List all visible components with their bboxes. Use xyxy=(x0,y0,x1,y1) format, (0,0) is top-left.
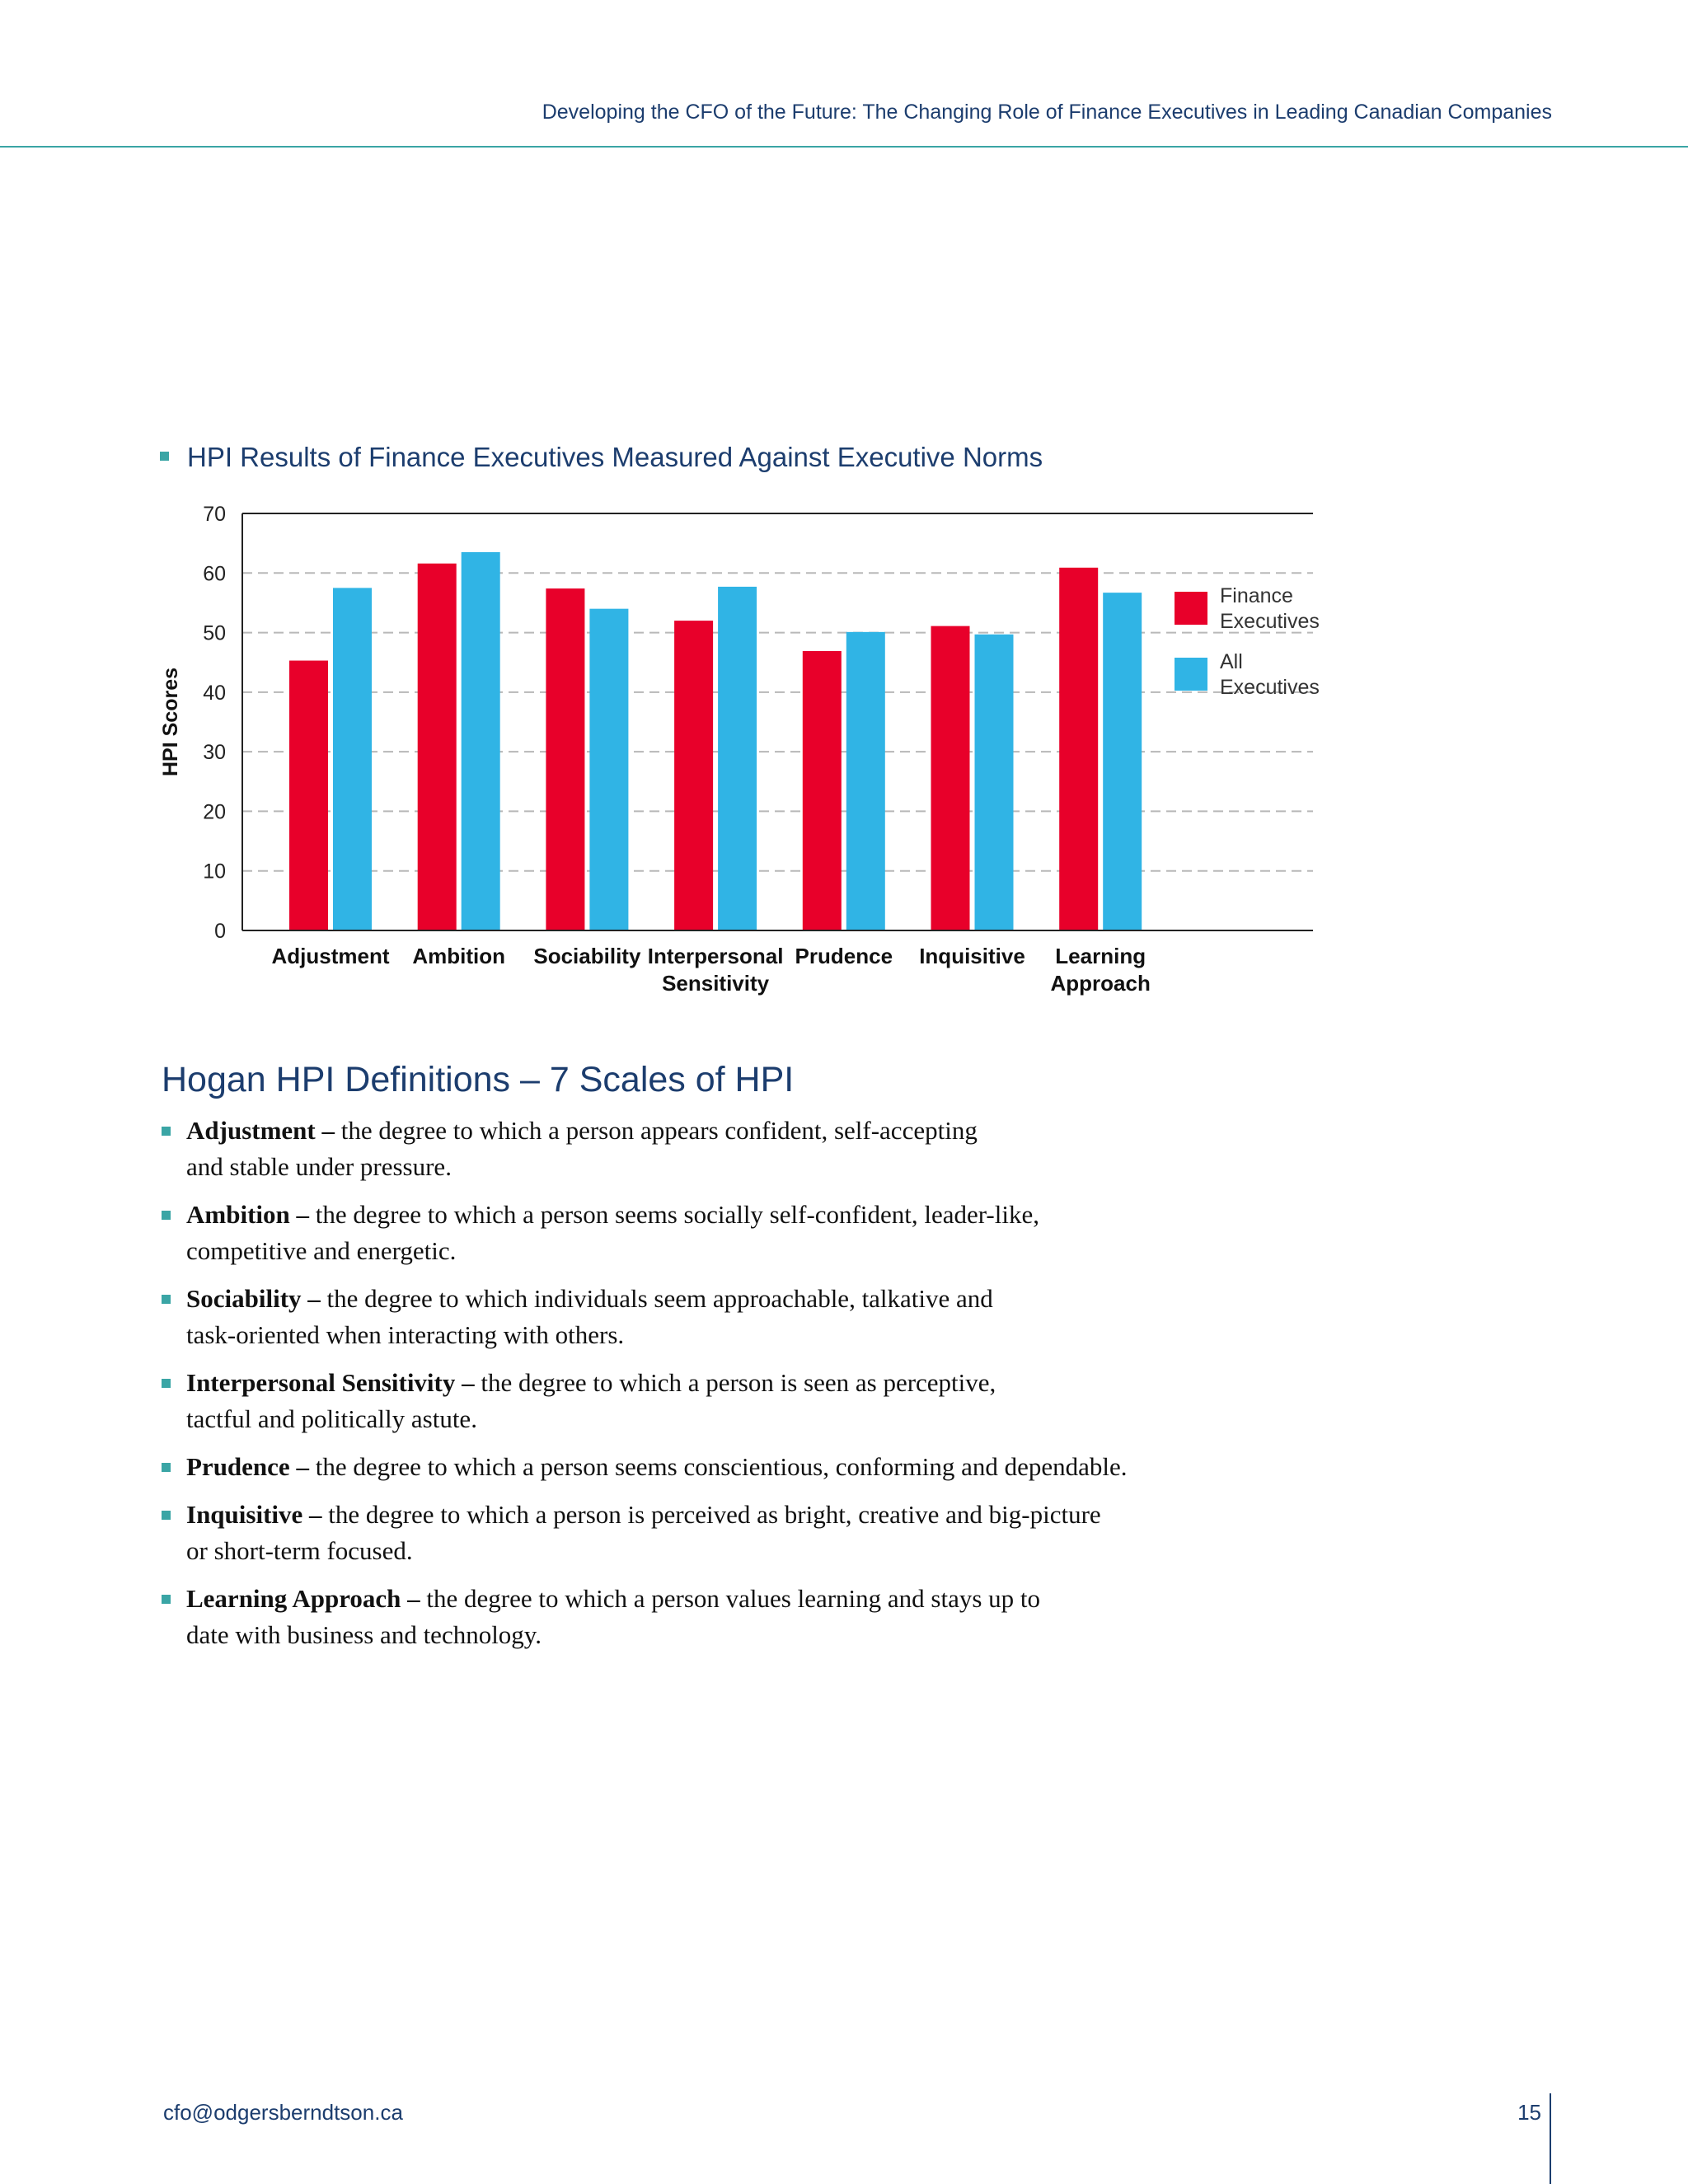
header-title: Developing the CFO of the Future: The Changing Role of Finance Executives in Leading Canadian Companies xyxy=(542,101,1552,124)
bar xyxy=(975,635,1014,930)
bar xyxy=(418,564,457,930)
x-tick-label: Prudence xyxy=(795,944,893,968)
x-tick-label: Inquisitive xyxy=(919,944,1025,968)
definition-text-line: the degree to which a person seems socially self-confident, leader-like, xyxy=(315,1200,1039,1229)
bar xyxy=(1103,593,1142,930)
y-axis-label: HPI Scores xyxy=(159,667,182,777)
chart-heading xyxy=(160,442,1043,473)
legend-label: Executives xyxy=(1220,676,1320,699)
x-tick-label: Sociability xyxy=(533,944,641,968)
bullet-square-icon xyxy=(160,452,169,461)
definition-text-line: the degree to which a person values learning and stays up to xyxy=(426,1584,1041,1613)
y-tick-label: 30 xyxy=(203,741,226,765)
definition-text-line: and stable under pressure. xyxy=(186,1152,452,1181)
definition-term: Interpersonal Sensitivity xyxy=(186,1368,456,1397)
legend-swatch xyxy=(1175,658,1207,691)
definition-text-line: date with business and technology. xyxy=(186,1620,542,1649)
definition-term: Learning Approach xyxy=(186,1584,401,1613)
bullet-square-icon xyxy=(162,1295,171,1304)
bar xyxy=(674,621,713,930)
bar xyxy=(289,661,328,930)
x-tick-label: Interpersonal xyxy=(647,944,784,968)
definition-text-line: the degree to which individuals seem approachable, talkative and xyxy=(326,1284,993,1313)
definition-text-line: tactful and politically astute. xyxy=(186,1404,477,1433)
legend-label: All xyxy=(1220,650,1243,673)
definition-text-line: task-oriented when interacting with others. xyxy=(186,1320,625,1349)
definition-term: Adjustment xyxy=(186,1116,316,1145)
definition-text-line: the degree to which a person is seen as perceptive, xyxy=(481,1368,996,1397)
legend-swatch xyxy=(1175,592,1207,625)
chart-axes xyxy=(242,513,1313,930)
bar xyxy=(803,651,842,930)
bar xyxy=(462,552,500,930)
definition-text-line: competitive and energetic. xyxy=(186,1236,457,1265)
definition-dash: – xyxy=(289,1452,316,1481)
definition-item xyxy=(162,1497,1315,1569)
definition-item xyxy=(162,1281,1315,1353)
definition-dash: – xyxy=(401,1584,427,1613)
bar xyxy=(333,588,372,930)
definition-dash: – xyxy=(455,1368,481,1397)
y-tick-label: 10 xyxy=(203,860,226,883)
bar xyxy=(546,588,584,930)
bullet-square-icon xyxy=(162,1127,171,1136)
definition-dash: – xyxy=(315,1116,341,1145)
definition-item xyxy=(162,1113,1315,1185)
definition-term: Ambition xyxy=(186,1200,290,1229)
bullet-square-icon xyxy=(162,1595,171,1604)
definition-term: Prudence xyxy=(186,1452,290,1481)
bar xyxy=(1059,568,1098,930)
bar xyxy=(846,632,885,930)
bullet-square-icon xyxy=(162,1211,171,1220)
x-tick-label: Ambition xyxy=(412,944,506,968)
y-tick-label: 70 xyxy=(203,503,226,526)
chart-legend xyxy=(1175,584,1320,699)
footer-email: cfo@odgersberndtson.ca xyxy=(163,2100,403,2125)
y-tick-label: 40 xyxy=(203,681,226,705)
x-tick-label: Learning xyxy=(1055,944,1146,968)
chart-heading-text: HPI Results of Finance Executives Measured Against Executive Norms xyxy=(187,442,1043,472)
legend-label: Finance xyxy=(1220,584,1293,607)
definitions-list xyxy=(162,1113,1315,1665)
definition-text-line: or short-term focused. xyxy=(186,1536,413,1565)
y-tick-label: 60 xyxy=(203,562,226,586)
bar xyxy=(931,626,970,930)
x-tick-label: Adjustment xyxy=(271,944,390,968)
definition-term: Inquisitive xyxy=(186,1500,303,1529)
definition-term: Sociability xyxy=(186,1284,302,1313)
hpi-bar-chart xyxy=(148,494,1335,1005)
y-tick-label: 20 xyxy=(203,800,226,824)
x-tick-label: Approach xyxy=(1050,971,1151,996)
page-number-divider xyxy=(1550,2093,1551,2184)
bullet-square-icon xyxy=(162,1379,171,1388)
definition-text-line: the degree to which a person is perceived as bright, creative and big-picture xyxy=(328,1500,1101,1529)
bullet-square-icon xyxy=(162,1463,171,1472)
definition-item xyxy=(162,1197,1315,1269)
x-tick-label: Sensitivity xyxy=(662,971,770,996)
bullet-square-icon xyxy=(162,1511,171,1520)
y-tick-label: 50 xyxy=(203,621,226,645)
definition-text-line: the degree to which a person appears confident, self-accepting xyxy=(340,1116,978,1145)
definition-dash: – xyxy=(302,1500,329,1529)
bar xyxy=(718,587,757,930)
page-number: 15 xyxy=(1517,2100,1541,2125)
y-tick-label: 0 xyxy=(214,920,226,943)
definition-dash: – xyxy=(301,1284,327,1313)
chart-gridlines xyxy=(242,573,1313,870)
definition-dash: – xyxy=(289,1200,316,1229)
definition-item xyxy=(162,1449,1315,1485)
definition-item xyxy=(162,1365,1315,1437)
definition-text-line: the degree to which a person seems conscientious, conforming and dependable. xyxy=(315,1452,1128,1481)
bar xyxy=(589,609,628,930)
definitions-title: Hogan HPI Definitions – 7 Scales of HPI xyxy=(162,1060,795,1099)
definition-item xyxy=(162,1581,1315,1653)
header-divider xyxy=(0,146,1688,148)
chart-bars xyxy=(289,552,1142,930)
legend-label: Executives xyxy=(1220,610,1320,633)
